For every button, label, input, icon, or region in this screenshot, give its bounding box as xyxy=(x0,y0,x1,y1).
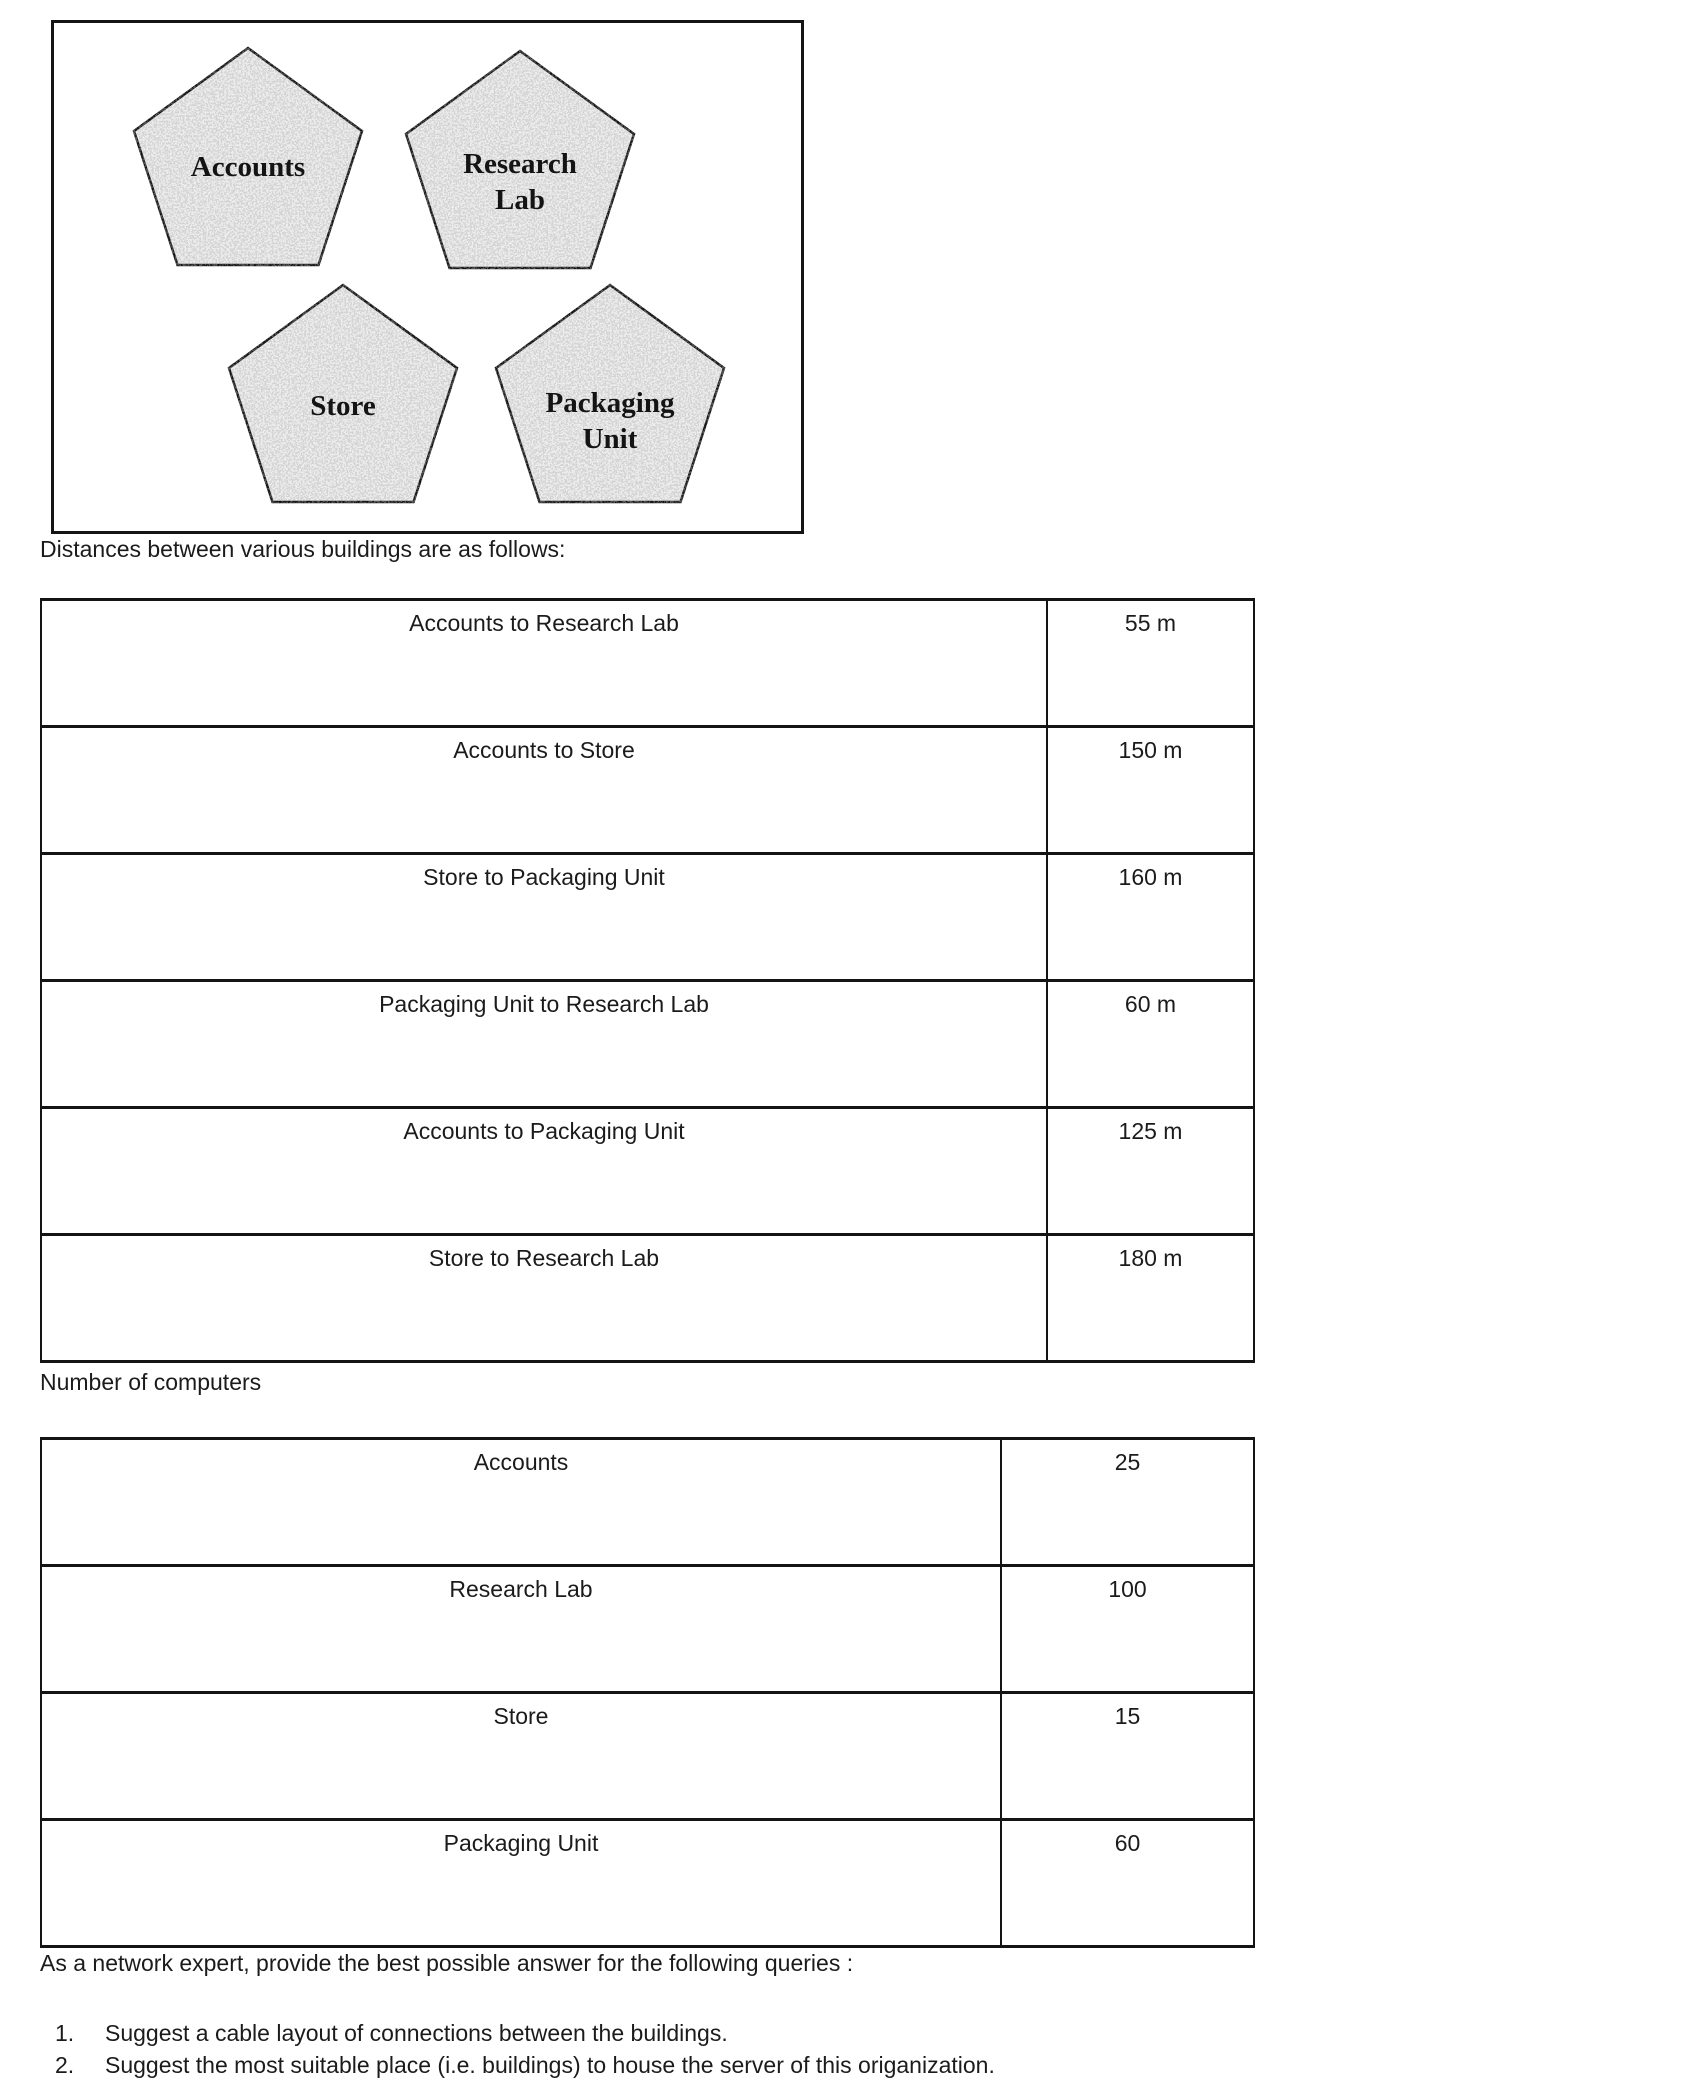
computers-table xyxy=(40,1437,1255,1948)
building-research-lab-label-line2: Lab xyxy=(495,184,545,216)
computers-label-cell: Store xyxy=(41,1693,1001,1820)
distance-label-cell: Store to Packaging Unit xyxy=(41,854,1047,981)
building-accounts-label: Accounts xyxy=(190,151,306,183)
computers-value-cell: 15 xyxy=(1001,1693,1254,1820)
building-packaging-unit-label-line1: Packaging xyxy=(545,387,675,419)
distance-label-cell: Store to Research Lab xyxy=(41,1235,1047,1362)
computers-intro-text: Number of computers xyxy=(40,1369,262,1395)
distance-label-cell: Accounts to Research Lab xyxy=(41,600,1047,727)
query-item xyxy=(55,2050,1555,2080)
computers-value-cell: 25 xyxy=(1001,1439,1254,1566)
table-row xyxy=(41,1693,1254,1820)
query-number: 2. xyxy=(55,2052,75,2078)
distance-label-cell: Accounts to Store xyxy=(41,727,1047,854)
distances-table xyxy=(40,598,1255,1363)
query-item xyxy=(55,2018,1555,2048)
table-row xyxy=(41,1108,1254,1235)
computers-value-cell: 100 xyxy=(1001,1566,1254,1693)
query-number: 1. xyxy=(55,2020,75,2046)
query-text: Suggest the most suitable place (i.e. buildings) to house the server of this origanization. xyxy=(105,2052,995,2078)
distance-value-cell: 180 m xyxy=(1047,1235,1254,1362)
table-row xyxy=(41,727,1254,854)
table-row xyxy=(41,854,1254,981)
distance-value-cell: 60 m xyxy=(1047,981,1254,1108)
query-list xyxy=(55,2018,1555,2080)
distance-label-cell: Packaging Unit to Research Lab xyxy=(41,981,1047,1108)
distances-intro-text: Distances between various buildings are as follows: xyxy=(40,536,566,562)
table-row xyxy=(41,600,1254,727)
computers-label-cell: Accounts xyxy=(41,1439,1001,1566)
computers-label-cell: Research Lab xyxy=(41,1566,1001,1693)
building-research-lab-label-line1: Research xyxy=(463,148,577,180)
table-row xyxy=(41,1820,1254,1947)
table-row xyxy=(41,1566,1254,1693)
distance-value-cell: 150 m xyxy=(1047,727,1254,854)
table-row xyxy=(41,1439,1254,1566)
computers-label-cell: Packaging Unit xyxy=(41,1820,1001,1947)
table-row xyxy=(41,1235,1254,1362)
queries-intro-text: As a network expert, provide the best possible answer for the following queries : xyxy=(40,1950,854,1976)
distance-value-cell: 55 m xyxy=(1047,600,1254,727)
computers-value-cell: 60 xyxy=(1001,1820,1254,1947)
distance-label-cell: Accounts to Packaging Unit xyxy=(41,1108,1047,1235)
building-packaging-unit-label-line2: Unit xyxy=(582,423,638,455)
table-row xyxy=(41,981,1254,1108)
building-store-label: Store xyxy=(310,390,376,422)
campus-diagram xyxy=(51,20,804,534)
distance-value-cell: 160 m xyxy=(1047,854,1254,981)
campus-diagram-canvas xyxy=(54,23,801,531)
distance-value-cell: 125 m xyxy=(1047,1108,1254,1235)
query-text: Suggest a cable layout of connections between the buildings. xyxy=(105,2020,728,2046)
